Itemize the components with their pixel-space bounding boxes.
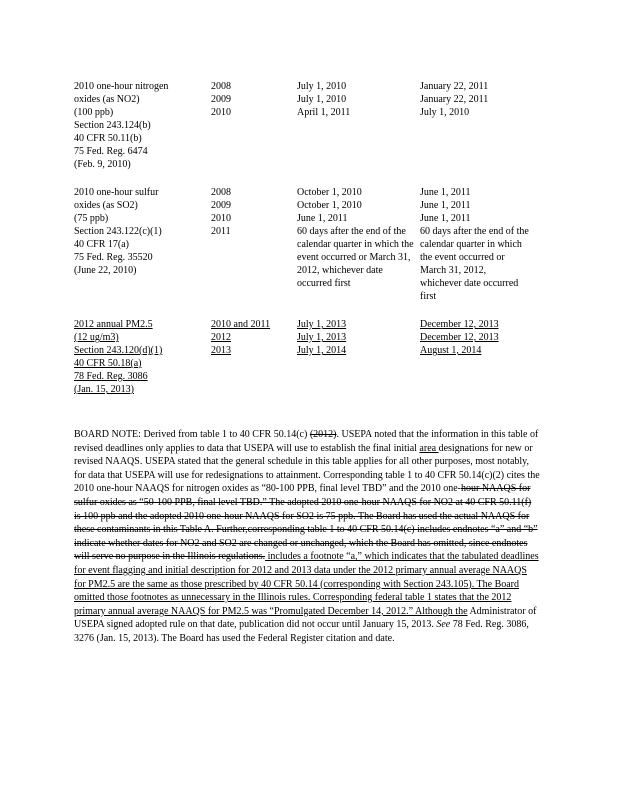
- table-row: [74, 80, 530, 171]
- deadlines-table: [74, 80, 530, 396]
- designation-date-cell: October 1, 2010 October 1, 2010 June 1, 2011 60 days after the end of the calendar quarter in which the event occurred or March 31, 2012, whichever date occurred first: [297, 187, 414, 289]
- pollutant-cell: 2012 annual PM2.5 (12 ug/m3) Section 243.120(d)(1) 40 CFR 50.18(a) 78 Fed. Reg. 3086 (Jan. 15, 2013): [74, 319, 163, 395]
- board-note: BOARD NOTE: Derived from table 1 to 40 CFR 50.14(c) (2012). USEPA noted that the information in this table of revised deadlines only applies to data that USEPA will use to establish the final initial area designations for new or revised NAAQS. USEPA stated that the general schedule in this table applies for all other purposes, most notably, for data that USEPA will use for redesignations to attainment. Corresponding table 1 to 40 CFR 50.14(c)(2) cites the 2010 one-hour NAAQS for nitrogen oxides as “80-100 PPB, final level TBD” and the 2010 one-hour NAAQS for sulfur oxides as “50-100 PPB, final level TBD.” The adopted 2010 one-hour NAAQS for NO2 at 40 CFR 50.11(f) is 100 ppb and the adopted 2010 one-hour NAAQS for SO2 is 75 ppb. The Board has used the actual NAAQS for these contaminants in this Table A. Further,corresponding table 1 to 40 CFR 50.14(c) includes endnotes “a” and “b” indicate whether dates for NO2 and SO2 are changed or unchanged, which the Board has omitted, since endnotes will serve no purpose in the Illinois regulations. includes a footnote “a,” which indicates that the tabulated deadlines for event flagging and initial description for 2012 and 2013 data under the 2012 primary annual average NAAQS for PM2.5 are the same as those prescribed by 40 CFR 50.14 (corresponding with Section 243.105). The Board omitted those footnotes as unnecessary in the Illinois rules. Corresponding federal table 1 states that the 2012 primary annual average NAAQS for PM2.5 was “Promulgated December 14, 2012.” Although the Administrator of USEPA signed adopted rule on that date, publication did not occur until January 15, 2013. See 78 Fed. Reg. 3086, 3276 (Jan. 15, 2013). The Board has used the Federal Register citation and date.: [74, 429, 540, 644]
- table-row: [74, 318, 530, 396]
- pollutant-cell: 2010 one-hour nitrogen oxides (as NO2) (100 ppb) Section 243.124(b) 40 CFR 50.11(b) 75 Fed. Reg. 6474 (Feb. 9, 2010): [74, 81, 169, 170]
- years-cell: 2008 2009 2010 2011: [211, 187, 231, 237]
- pollutant-cell: 2010 one-hour sulfur oxides (as SO2) (75 ppb) Section 243.122(c)(1) 40 CFR 17(a) 75 Fed. Reg. 35520 (June 22, 2010): [74, 187, 162, 276]
- designation-date-cell: July 1, 2013 July 1, 2013 July 1, 2014: [297, 319, 347, 356]
- effective-date-cell: December 12, 2013 December 12, 2013 August 1, 2014: [420, 319, 499, 356]
- effective-date-cell: January 22, 2011 January 22, 2011 July 1, 2010: [420, 81, 489, 118]
- effective-date-cell: June 1, 2011 June 1, 2011 June 1, 2011 60 days after the end of the calendar quarter in which the event occurred or March 31, 2012, whichever date occurred first: [420, 187, 529, 302]
- years-cell: 2010 and 2011 2012 2013: [211, 319, 271, 356]
- designation-date-cell: July 1, 2010 July 1, 2010 April 1, 2011: [297, 81, 351, 118]
- table-row: [74, 186, 530, 303]
- years-cell: 2008 2009 2010: [211, 81, 231, 118]
